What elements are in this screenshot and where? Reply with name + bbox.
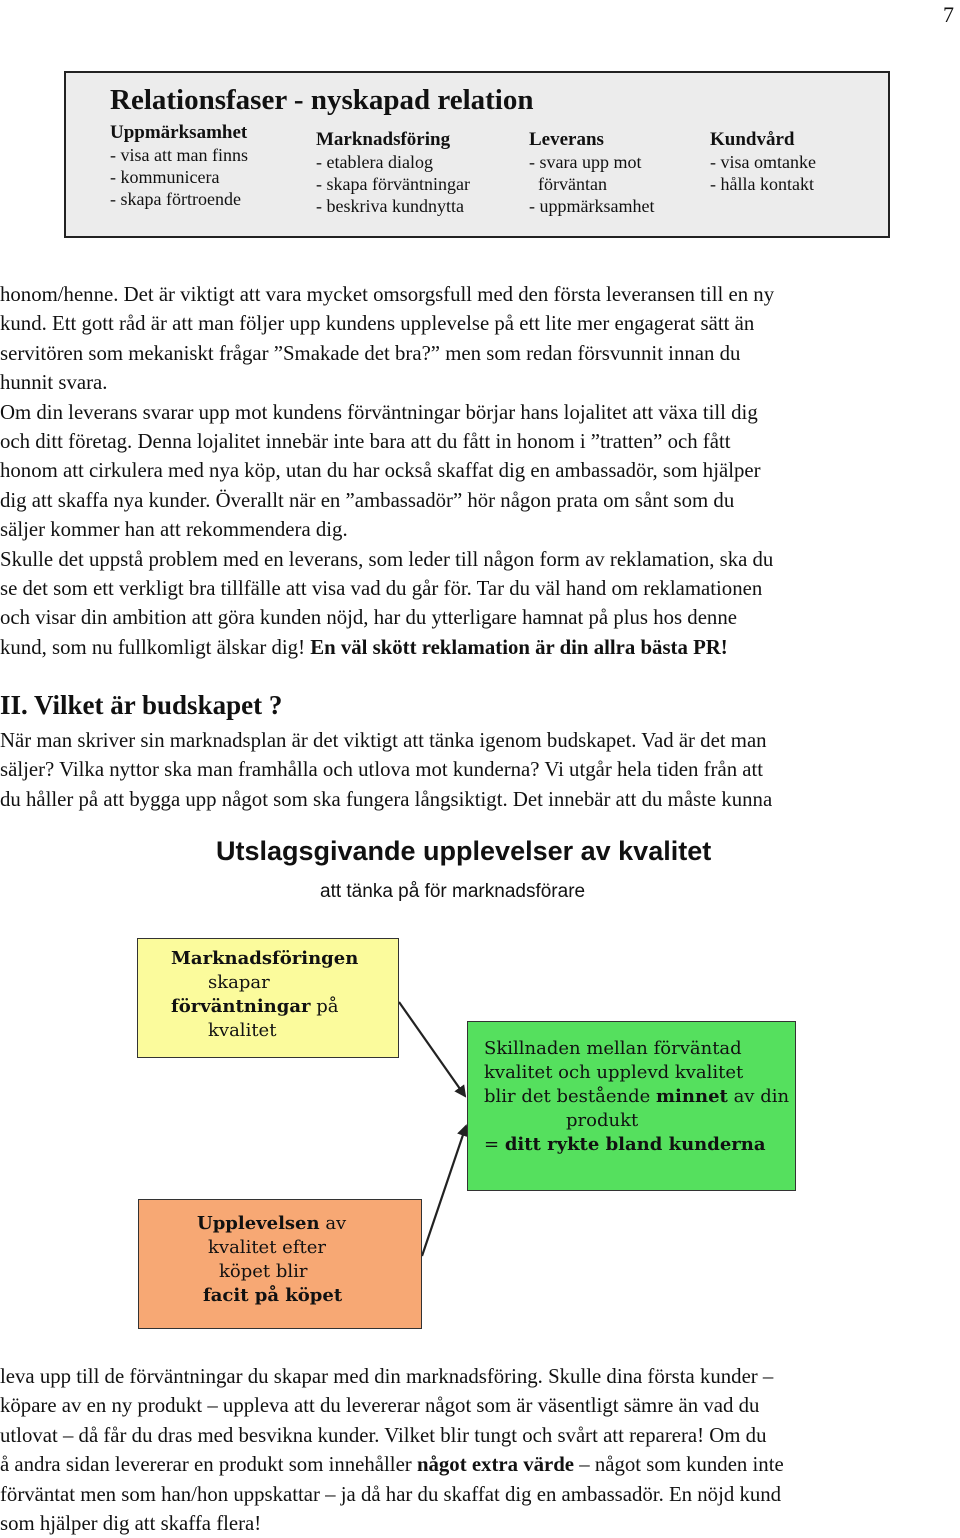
text-line: du håller på att bygga upp något som ska fungera långsiktigt. Det innebär att du måste kunna (0, 787, 773, 811)
text-line: säljer? Vilka nyttor ska man framhålla och utlova mot kunderna? Vi utgår hela tiden från att (0, 758, 764, 782)
phase-item: - svara upp mot (529, 152, 642, 172)
phase-item: - skapa förväntningar (316, 174, 470, 194)
box-line: Upplevelsen av (197, 1213, 347, 1234)
phase-item: - hålla kontakt (710, 174, 814, 194)
arrow-expectation (399, 1002, 465, 1096)
text-line: honom att cirkulera med nya köp, utan du har också skaffat dig en ambassadör, som hjälper (0, 459, 761, 483)
text-line: När man skriver sin marknadsplan är det viktigt att tänka igenom budskapet. Vad är det man (0, 729, 767, 752)
box-line: Skillnaden mellan förväntad (484, 1038, 742, 1059)
emphasis-text: något extra värde (416, 1453, 575, 1477)
text-line: Skulle det uppstå problem med en leverans, som leder till någon form av reklamation, ska du (0, 547, 774, 571)
phase-item: - visa att man finns (110, 145, 248, 165)
text-fragment: Denna lojalitet innebär inte bara att du fått in honom i ”tratten” och fått (132, 430, 731, 453)
paragraph-closing (0, 1362, 958, 1538)
text-line: dig att skaffa nya kunder. Överallt när en ”ambassadör” hör någon prata om sånt som du (0, 488, 735, 512)
text-line: Om din leverans svarar upp mot kundens förväntningar börjar hans lojalitet att växa till dig (0, 400, 758, 424)
box-line: produkt (566, 1110, 639, 1131)
box-line: = ditt rykte bland kunderna (484, 1134, 766, 1155)
reputation-box (467, 1021, 796, 1191)
text-line: honom/henne. Det är viktigt att vara mycket omsorgsfull med den första leveransen till en ny (0, 283, 775, 306)
text-line: som hjälper dig att skaffa flera! (0, 1512, 262, 1536)
text-line: å andra sidan levererar en produkt som innehåller något extra värde – något som kunden inte (0, 1453, 784, 1477)
phase-item: - skapa förtroende (110, 189, 241, 209)
experience-box (138, 1199, 422, 1329)
box-line: kvalitet (208, 1020, 277, 1041)
box-line: Marknadsföringen (171, 948, 359, 969)
text-line: hunnit svara. (0, 371, 108, 395)
text-line: säljer kommer han att rekommendera dig. (0, 518, 348, 542)
phase-heading: Kundvård (710, 129, 795, 150)
emphasis-text: En väl skött reklamation är din allra bästa PR! (310, 635, 728, 659)
text-fragment: och ditt företag. (0, 430, 133, 453)
box-line: blir det bestående minnet av din (484, 1086, 790, 1107)
text-line: se det som ett verkligt bra tillfälle att visa vad du går för. Tar du väl hand om reklamationen (0, 577, 763, 601)
phase-item: - kommunicera (110, 167, 220, 187)
text-fragment: kund, som nu fullkomligt älskar dig! (0, 635, 311, 659)
box-line: kvalitet efter (208, 1237, 326, 1258)
box-line: skapar (208, 972, 270, 993)
page-number: 7 (943, 2, 954, 27)
section-heading: II. Vilket är budskapet ? (0, 690, 283, 720)
expectation-box (137, 938, 399, 1058)
diagram-title: Utslagsgivande upplevelser av kvalitet (216, 836, 712, 866)
text-line: kund. Ett gott råd är att man följer upp kundens upplevelse på ett lite mer engagerat sätt än (0, 312, 755, 336)
box-line: kvalitet och upplevd kvalitet (484, 1062, 744, 1083)
text-line: förväntat men som han/hon uppskattar – ja då har du skaffat dig en ambassadör. En nöjd kund (0, 1482, 782, 1506)
phase-item: - etablera dialog (316, 152, 433, 172)
arrow-experience (422, 1126, 466, 1256)
box-line: facit på köpet (203, 1285, 343, 1306)
box-line: förväntningar på (171, 996, 339, 1017)
phase-item: förväntan (529, 174, 607, 194)
text-line: utlovat – då får du dras med besvikna kunder. Vilket blir tungt och svårt att reparera! Om du (0, 1423, 767, 1447)
text-line: köpare av en ny produkt – uppleva att du levererar något som är väsentligt sämre än vad du (0, 1394, 760, 1418)
phase-heading: Leverans (529, 129, 604, 150)
phase-item: - uppmärksamhet (529, 196, 655, 216)
text-line: leva upp till de förväntningar du skapar med din marknadsföring. Skulle dina första kunder – (0, 1365, 774, 1388)
text-line: och visar din ambition att göra kunden nöjd, har du ytterligare hamnat på plus hos denne (0, 606, 737, 630)
phase-heading: Uppmärksamhet (110, 122, 248, 143)
phases-title: Relationsfaser - nyskapad relation (110, 84, 534, 116)
text-line: servitören som mekaniskt frågar ”Smakade det bra?” men som redan försvunnit innan du (0, 341, 741, 365)
diagram-subtitle: att tänka på för marknadsförare (320, 881, 586, 902)
box-line: köpet blir (219, 1261, 308, 1282)
phase-heading: Marknadsföring (316, 129, 451, 150)
phase-item: - beskriva kundnytta (316, 196, 464, 216)
phase-item: - visa omtanke (710, 152, 816, 172)
